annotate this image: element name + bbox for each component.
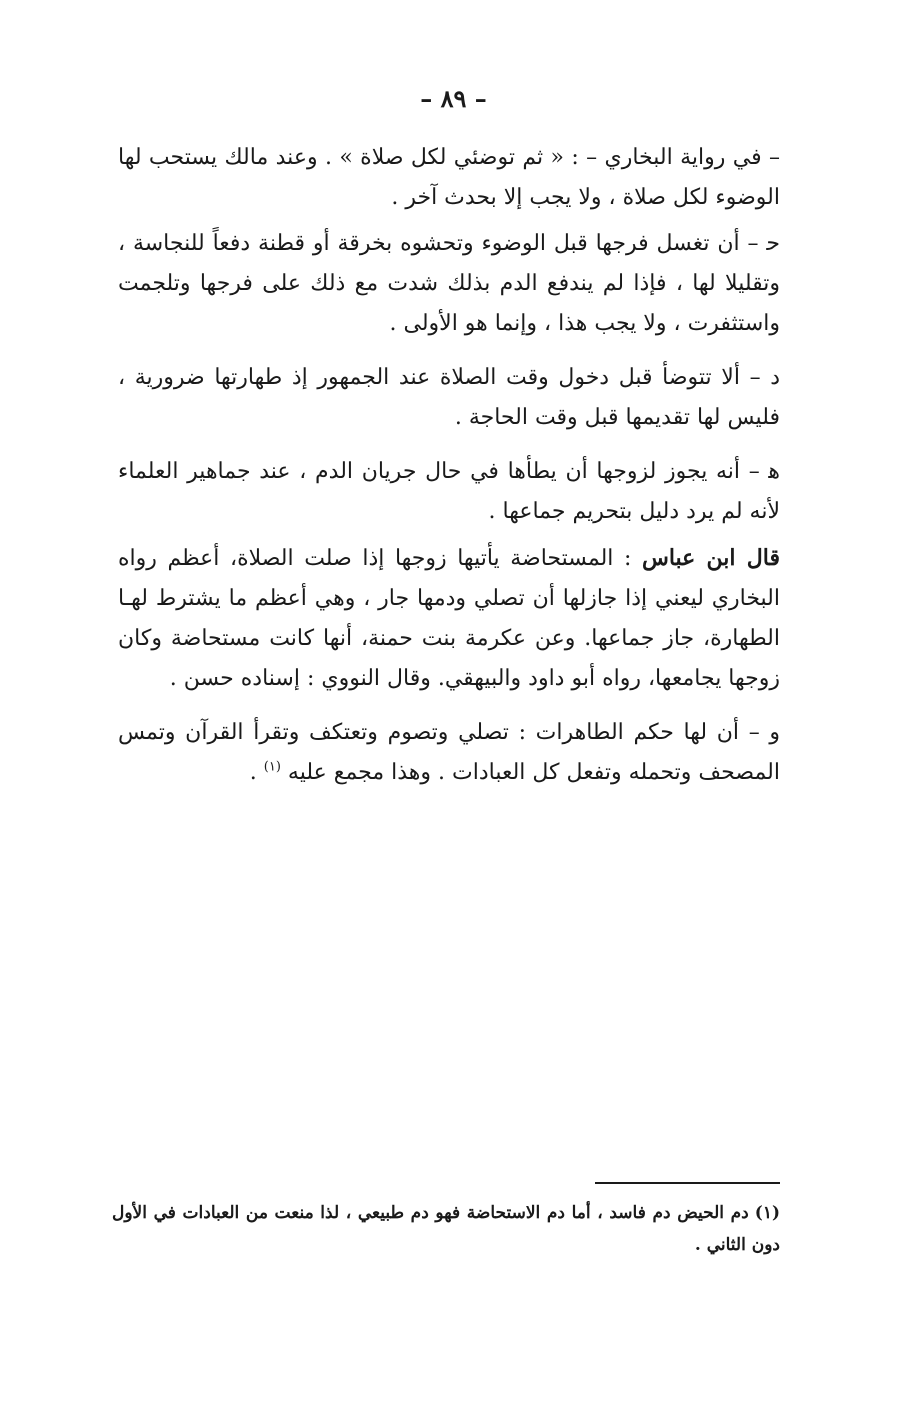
paragraph-body: و – أن لها حكم الطاهرات : تصلي وتصوم وتعتكف وتقرأ القرآن وتمس المصحف وتحمله وتفعل كل العبادات . وهذا مجمع عليه <box>118 720 780 785</box>
footnote-text: دم الحيض دم فاسد ، أما دم الاستحاضة فهو دم طبيعي ، لذا منعت من العبادات في الأول دون الثاني . <box>112 1203 780 1255</box>
paragraph-tail: . <box>249 760 264 785</box>
paragraph-ibn-abbas <box>118 538 780 699</box>
footnote-divider <box>595 1182 780 1184</box>
paragraph-ha-2: ﻫ – أنه يجوز لزوجها أن يطأها في حال جريان الدم ، عند جماهير العلماء لأنه لم يرد دليل بتحريم جماعها . <box>118 459 780 524</box>
footnote-item <box>112 1197 780 1261</box>
page-number: – ٨٩ – <box>420 84 487 113</box>
paragraph-waw <box>118 713 780 793</box>
footnote-marker: (١) <box>754 1203 780 1223</box>
footnotes <box>112 1197 780 1261</box>
paragraph-bukhari-note: – في رواية البخاري – : « ثم توضئي لكل صلاة » . وعند مالك يستحب لها الوضوء لكل صلاة ، ولا يجب إلا بحدث آخر . <box>118 145 780 210</box>
main-text <box>118 138 780 807</box>
paragraph-dal: د – ألا تتوضأ قبل دخول وقت الصلاة عند الجمهور إذ طهارتها ضرورية ، فليس لها تقديمها قبل وقت الحاجة . <box>118 365 780 430</box>
paragraph-body: : المستحاضة يأتيها زوجها إذا صلت الصلاة، أعظم رواه البخاري ليعني إذا جازلها أن تصلي ودمها جار ، وهي أعظم ما يشترط لهـا الطهارة، جاز جماعها. وعن عكرمة بنت حمنة، أنها كانت مستحاضة وكان زوجها يجامعها، رواه أبو داود والبيهقي. وقال النووي : إسناده حسن . <box>118 546 780 691</box>
paragraph-ha: ﺣ – أن تغسل فرجها قبل الوضوء وتحشوه بخرقة أو قطنة دفعاً للنجاسة ، وتقليلا لها ، فإذا لم يندفع الدم بذلك شدت مع ذلك على فرجها وتلجمت واستثفرت ، ولا يجب هذا ، وإنما هو الأولى . <box>118 231 780 336</box>
footnote-reference[interactable]: (١) <box>263 759 281 775</box>
paragraph-lead: قال ابن عباس <box>641 545 780 571</box>
